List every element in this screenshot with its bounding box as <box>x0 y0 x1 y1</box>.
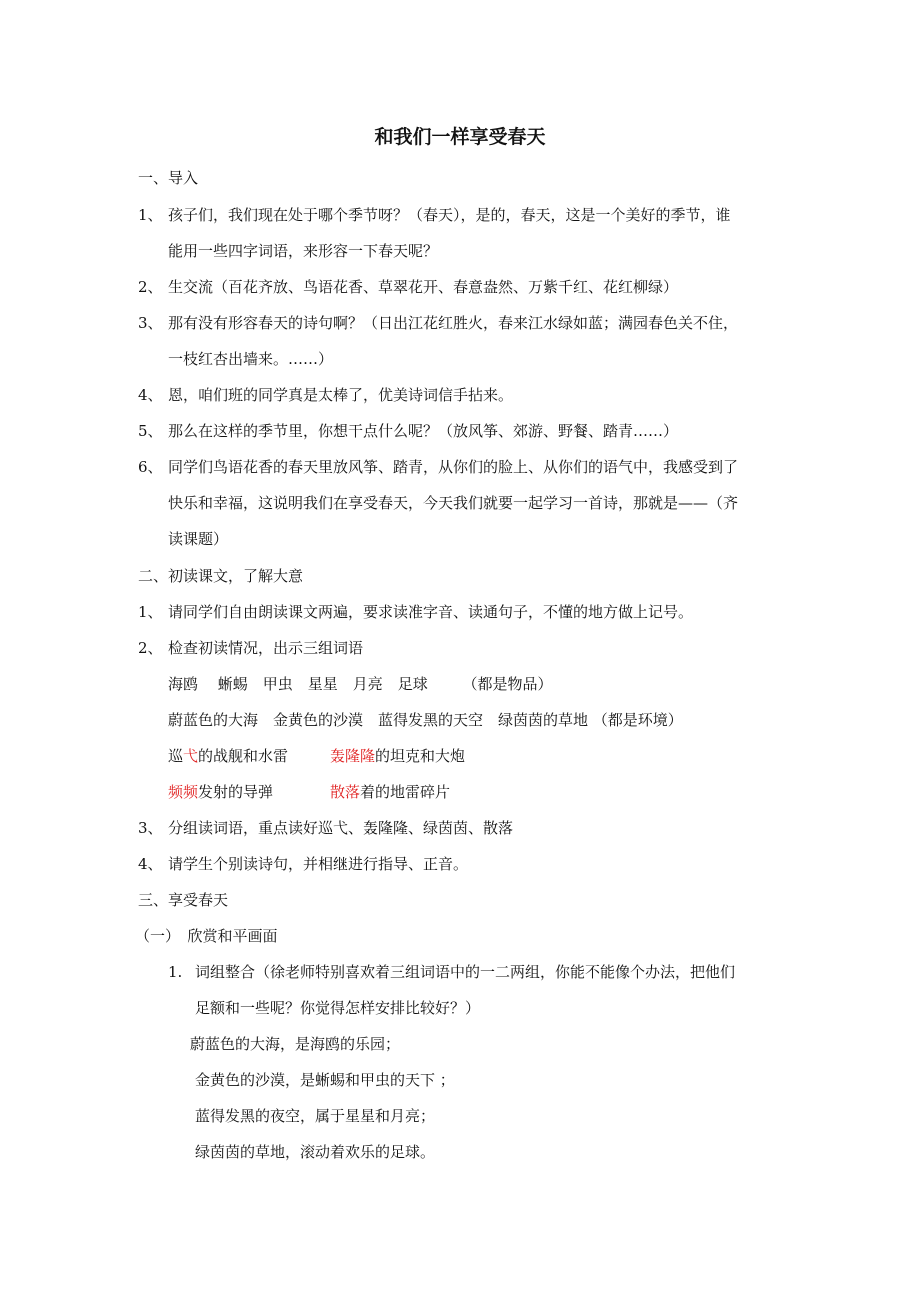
intro-item-5-text: 那么在这样的季节里，你想干点什么呢？（放风筝、郊游、野餐、踏青……） <box>168 422 679 440</box>
word-phrase-tanks <box>330 746 465 766</box>
reading-item-2-text: 检查初读情况，出示三组词语 <box>168 639 364 657</box>
reading-item-2-number: 2、 <box>138 639 163 657</box>
section-heading-intro: 一、导入 <box>138 169 199 187</box>
intro-item-6-text-cont: 快乐和幸福，这说明我们在享受春天，今天我们就要一起学习一首诗，那就是——（齐 <box>168 494 739 512</box>
poem-line-1: 蔚蓝色的大海，是海鸥的乐园； <box>190 1035 401 1053</box>
word-highlight: 散落 <box>330 783 361 801</box>
poem-line-2: 金黄色的沙漠，是蜥蜴和甲虫的天下 ； <box>195 1071 455 1089</box>
intro-item-4-number: 4、 <box>138 386 163 404</box>
reading-item-4-number: 4、 <box>138 855 163 873</box>
intro-item-3-number: 3、 <box>138 314 163 332</box>
poem-line-3: 蓝得发黑的夜空，属于星星和月亮； <box>195 1107 436 1125</box>
intro-item-2-number: 2、 <box>138 278 163 296</box>
subsection-heading-peace: （一） 欣赏和平画面 <box>135 927 278 945</box>
word-phrase-mines <box>330 782 450 802</box>
word-highlight: 频频 <box>168 783 199 801</box>
intro-item-3-text: 那有没有形容春天的诗句啊？（日出江花红胜火，春来江水绿如蓝；满园春色关不住， <box>168 314 739 332</box>
intro-item-5-number: 5、 <box>138 422 163 440</box>
enjoy-item-1-text-cont: 足额和一些呢？你觉得怎样安排比较好？） <box>195 999 481 1017</box>
word-highlight: 轰隆隆 <box>330 747 376 765</box>
intro-item-1-text-cont: 能用一些四字词语，来形容一下春天呢？ <box>168 242 439 260</box>
word-plain: 的坦克和大炮 <box>375 747 466 765</box>
word-group-2: 蔚蓝色的大海 金黄色的沙漠 蓝得发黑的天空 绿茵茵的草地 （都是环境） <box>168 711 683 729</box>
reading-item-4-text: 请学生个别读诗句，并相继进行指导、正音。 <box>168 855 469 873</box>
intro-item-2-text: 生交流（百花齐放、鸟语花香、草翠花开、春意盎然、万紫千红、花红柳绿） <box>168 278 679 296</box>
word-highlight: 弋 <box>183 747 199 765</box>
enjoy-item-1-number: 1. <box>168 963 183 981</box>
enjoy-item-1-text: 词组整合（徐老师特别喜欢着三组词语中的一二两组，你能不能像个办法，把他们 <box>195 963 736 981</box>
word-phrase-missiles <box>168 782 273 802</box>
word-plain: 巡 <box>168 747 184 765</box>
intro-item-4-text: 恩，咱们班的同学真是太棒了，优美诗词信手拈来。 <box>168 386 514 404</box>
intro-item-6-text: 同学们鸟语花香的春天里放风筝、踏青，从你们的脸上、从你们的语气中，我感受到了 <box>168 458 739 476</box>
intro-item-1-text: 孩子们，我们现在处于哪个季节呀？（春天），是的，春天，这是一个美好的季节，谁 <box>168 206 731 224</box>
intro-item-3-text-cont: 一枝红杏出墙来。……） <box>168 350 334 368</box>
reading-item-1-number: 1、 <box>138 603 163 621</box>
poem-line-4: 绿茵茵的草地，滚动着欢乐的足球。 <box>195 1143 436 1161</box>
word-phrase-warships <box>168 746 288 766</box>
word-group-1: 海鸥 蜥蜴 甲虫 星星 月亮 足球 （都是物品） <box>168 675 553 693</box>
reading-item-3-text: 分组读词语，重点读好巡弋、轰隆隆、绿茵茵、散落 <box>168 819 514 837</box>
reading-item-3-number: 3、 <box>138 819 163 837</box>
word-plain: 的战舰和水雷 <box>198 747 289 765</box>
intro-item-6-number: 6、 <box>138 458 163 476</box>
intro-item-6-text-end: 读课题） <box>168 530 229 548</box>
section-heading-first-reading: 二、初读课文，了解大意 <box>138 567 304 585</box>
word-plain: 着的地雷碎片 <box>360 783 451 801</box>
section-heading-enjoy-spring: 三、享受春天 <box>138 891 229 909</box>
word-plain: 发射的导弹 <box>198 783 274 801</box>
page-title: 和我们一样享受春天 <box>374 126 546 148</box>
reading-item-1-text: 请同学们自由朗读课文两遍，要求读准字音、读通句子，不懂的地方做上记号。 <box>168 603 694 621</box>
intro-item-1-number: 1、 <box>138 206 163 224</box>
